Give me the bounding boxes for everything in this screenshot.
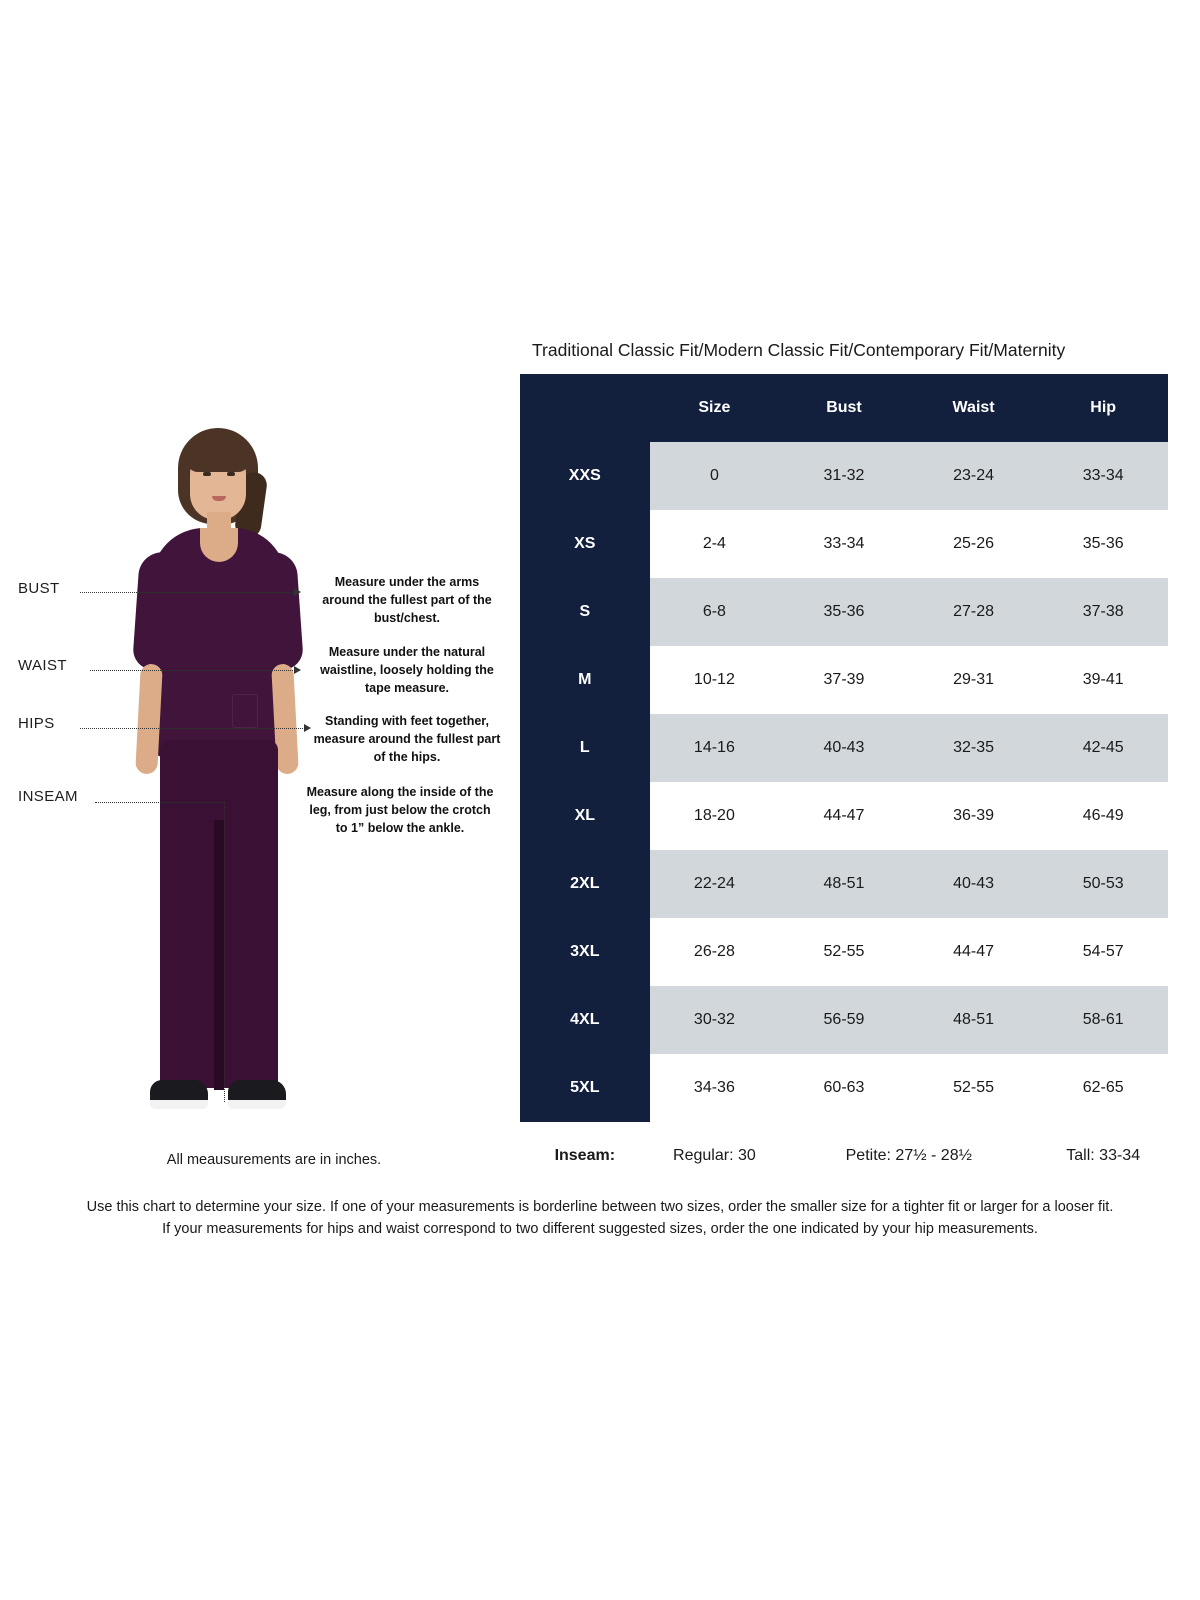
- units-caption: All meausurements are in inches.: [166, 1152, 382, 1168]
- tip-inseam: Measure along the inside of the leg, from just below the crotch to 1” below the ankle.: [306, 785, 494, 836]
- inseam-label: Inseam:: [520, 1122, 650, 1190]
- cell-size: 34-36: [650, 1054, 780, 1122]
- measurement-illustration: [0, 330, 520, 1190]
- guide-arrow-bust: [294, 588, 301, 596]
- table-row: [520, 510, 1168, 578]
- cell-waist: 52-55: [909, 1054, 1039, 1122]
- cell-bust: 52-55: [779, 918, 909, 986]
- row-size-label: 3XL: [520, 918, 650, 986]
- cell-size: 22-24: [650, 850, 780, 918]
- cell-size: 30-32: [650, 986, 780, 1054]
- table-row: [520, 986, 1168, 1054]
- right-eye-shape: [227, 472, 235, 476]
- table-body: [520, 442, 1168, 1122]
- table-head: [520, 374, 1168, 442]
- cell-hip: 62-65: [1038, 1054, 1168, 1122]
- pocket-shape: [232, 694, 258, 728]
- chart-notes: [0, 1196, 1200, 1241]
- inseam-regular: Regular: 30: [650, 1122, 780, 1190]
- cell-hip: 54-57: [1038, 918, 1168, 986]
- cell-waist: 44-47: [909, 918, 1039, 986]
- cell-size: 6-8: [650, 578, 780, 646]
- inseam-row: [520, 1122, 1168, 1190]
- inseam-tall: Tall: 33-34: [1038, 1122, 1168, 1190]
- cell-waist: 27-28: [909, 578, 1039, 646]
- note-line-2: If your measurements for hips and waist correspond to two different suggested sizes, order the one indicated by your hip measurements.: [162, 1221, 1038, 1238]
- cell-waist: 32-35: [909, 714, 1039, 782]
- size-chart-table: [520, 374, 1168, 1190]
- table-row: [520, 918, 1168, 986]
- left-shoe-sole: [150, 1100, 208, 1109]
- guide-line-bust: [80, 592, 295, 593]
- cell-waist: 23-24: [909, 442, 1039, 510]
- model-figure-illustration: [110, 420, 325, 1140]
- cell-hip: 37-38: [1038, 578, 1168, 646]
- inseam-petite: Petite: 27½ - 28½: [779, 1122, 1038, 1190]
- cell-hip: 39-41: [1038, 646, 1168, 714]
- right-shoe-sole: [228, 1100, 286, 1109]
- cell-bust: 37-39: [779, 646, 909, 714]
- table-title: Traditional Classic Fit/Modern Classic Fit/Contemporary Fit/Maternity: [532, 340, 1066, 360]
- row-size-label: 2XL: [520, 850, 650, 918]
- table-row: [520, 1054, 1168, 1122]
- cell-size: 18-20: [650, 782, 780, 850]
- label-hips: HIPS: [18, 715, 55, 732]
- row-size-label: XL: [520, 782, 650, 850]
- cell-bust: 44-47: [779, 782, 909, 850]
- cell-hip: 46-49: [1038, 782, 1168, 850]
- table-header-row: [520, 374, 1168, 442]
- note-line-1: Use this chart to determine your size. If one of your measurements is borderline between two sizes, order the smaller size for a tighter fit or larger for a looser fit.: [86, 1199, 1114, 1215]
- tip-hips: Standing with feet together, measure around the fullest part of the hips.: [313, 714, 501, 765]
- cell-waist: 29-31: [909, 646, 1039, 714]
- scrub-top-shape: [152, 528, 286, 758]
- row-size-label: 4XL: [520, 986, 650, 1054]
- table-row: [520, 442, 1168, 510]
- header-hip: Hip: [1038, 374, 1168, 442]
- cell-hip: 35-36: [1038, 510, 1168, 578]
- row-size-label: XXS: [520, 442, 650, 510]
- row-size-label: M: [520, 646, 650, 714]
- cell-waist: 25-26: [909, 510, 1039, 578]
- cell-size: 14-16: [650, 714, 780, 782]
- row-size-label: S: [520, 578, 650, 646]
- header-waist: Waist: [909, 374, 1039, 442]
- table-row: [520, 578, 1168, 646]
- cell-waist: 36-39: [909, 782, 1039, 850]
- guide-line-inseam: [95, 802, 225, 803]
- table-foot: [520, 1122, 1168, 1190]
- guide-arrow-hips: [304, 724, 311, 732]
- size-table-block: [520, 340, 1180, 1190]
- table-row: [520, 714, 1168, 782]
- fringe-shape: [186, 438, 250, 472]
- label-waist: WAIST: [18, 657, 67, 674]
- table-row: [520, 850, 1168, 918]
- left-arm-shape: [135, 663, 163, 774]
- left-eye-shape: [203, 472, 211, 476]
- cell-bust: 56-59: [779, 986, 909, 1054]
- cell-bust: 33-34: [779, 510, 909, 578]
- cell-size: 0: [650, 442, 780, 510]
- cell-hip: 42-45: [1038, 714, 1168, 782]
- guide-line-inseam-vertical: [224, 802, 225, 1102]
- header-size: Size: [650, 374, 780, 442]
- label-inseam: INSEAM: [18, 788, 78, 805]
- guide-line-waist: [90, 670, 295, 671]
- header-size-label: [520, 374, 650, 442]
- cell-bust: 31-32: [779, 442, 909, 510]
- cell-waist: 48-51: [909, 986, 1039, 1054]
- cell-bust: 60-63: [779, 1054, 909, 1122]
- cell-bust: 40-43: [779, 714, 909, 782]
- cell-size: 10-12: [650, 646, 780, 714]
- guide-line-hips: [80, 728, 305, 729]
- row-size-label: 5XL: [520, 1054, 650, 1122]
- table-row: [520, 782, 1168, 850]
- guide-arrow-waist: [294, 666, 301, 674]
- cell-waist: 40-43: [909, 850, 1039, 918]
- label-bust: BUST: [18, 580, 60, 597]
- row-size-label: XS: [520, 510, 650, 578]
- cell-bust: 48-51: [779, 850, 909, 918]
- cell-bust: 35-36: [779, 578, 909, 646]
- cell-size: 26-28: [650, 918, 780, 986]
- pants-center-seam: [214, 820, 224, 1090]
- cell-hip: 50-53: [1038, 850, 1168, 918]
- table-row: [520, 646, 1168, 714]
- header-bust: Bust: [779, 374, 909, 442]
- tip-bust: Measure under the arms around the fullest part of the bust/chest.: [322, 575, 492, 626]
- cell-size: 2-4: [650, 510, 780, 578]
- cell-hip: 33-34: [1038, 442, 1168, 510]
- tip-waist: Measure under the natural waistline, loosely holding the tape measure.: [320, 645, 494, 696]
- row-size-label: L: [520, 714, 650, 782]
- cell-hip: 58-61: [1038, 986, 1168, 1054]
